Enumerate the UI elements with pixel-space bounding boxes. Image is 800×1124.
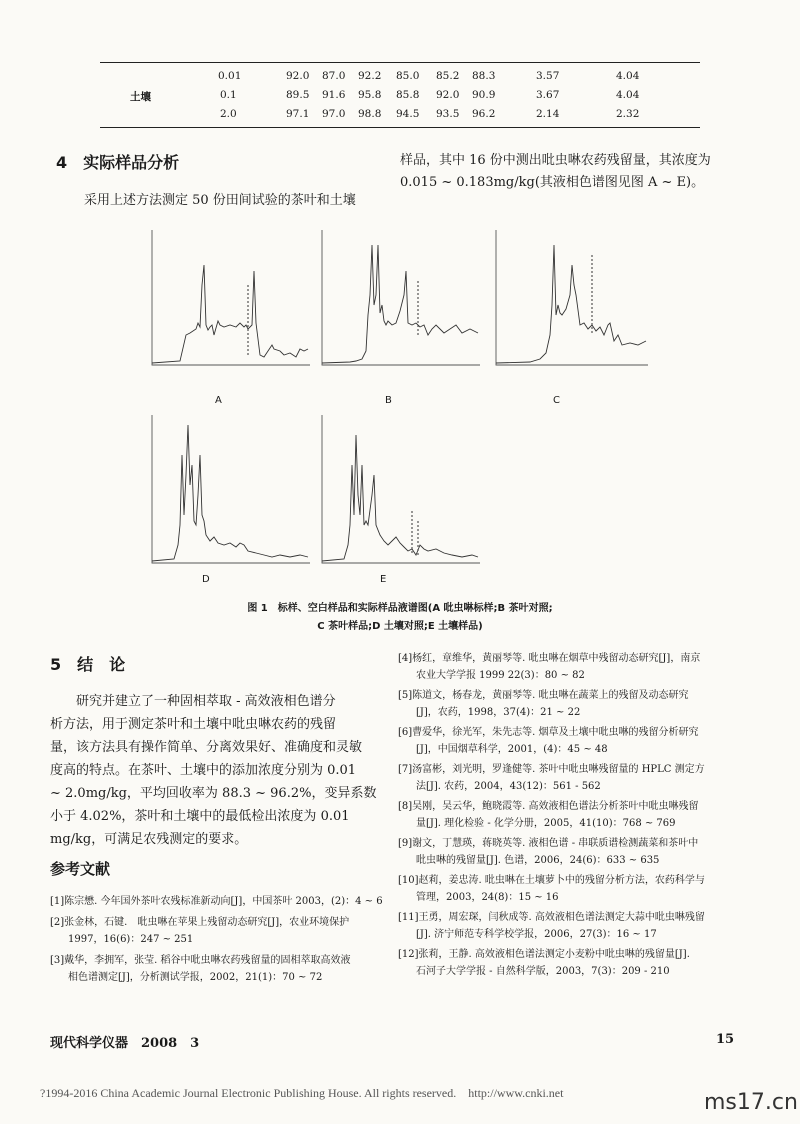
chromatogram-figure [140, 225, 650, 595]
figure-caption-line2: C 茶叶样品;D 土壤对照;E 土壤样品) [317, 621, 483, 632]
cell: 97.1 [286, 108, 310, 120]
references-left [50, 893, 395, 986]
section4-left-text: 采用上述方法测定 50 份田间试验的茶叶和土壤 [84, 193, 356, 208]
reference-item: [2]张金林，石键. 吡虫啉在苹果上残留动态研究[J]，农业环境保护 1997，16(6)：247 ~ 251 [50, 917, 350, 945]
reference-item: [9]谢文，丁慧瑛，蒋晓英等. 液相色谱 - 串联质谱检测蔬菜和茶叶中 吡虫啉的残留量[J]. 色谱，2006，24(6)：633 ~ 635 [398, 838, 699, 866]
section5-line: 小于 4.02%，茶叶和土壤中的最低检出浓度为 0.01 [50, 809, 350, 824]
reference-item: [12]张莉，王静. 高效液相色谱法测定小麦粉中吡虫啉的残留量[J]. 石河子大学学报 - 自然科学版，2003，7(3)：209 - 210 [398, 949, 690, 977]
table-top-rule [100, 62, 700, 63]
chromatogram-c [496, 230, 648, 365]
section5-line: 量，该方法具有操作简单、分离效果好、准确度和灵敏 [50, 740, 363, 755]
section5-line: mg/kg，可满足农残测定的要求。 [50, 832, 248, 847]
chromatogram-e [322, 415, 480, 563]
group-label: 土壤 [130, 91, 151, 103]
journal-footer: 现代科学仪器 2008 3 [50, 1036, 200, 1051]
reference-item: [7]汤富彬，刘光明，罗逢健等. 茶叶中吡虫啉残留量的 HPLC 测定方 法[J]. 农药，2004，43(12)：561 - 562 [398, 764, 705, 792]
reference-item: [5]陈道文，杨春龙，黄丽琴等. 吡虫啉在蔬菜上的残留及动态研究 [J]，农药，1998，37(4)：21 ~ 22 [398, 690, 689, 718]
cell: 95.8 [358, 89, 382, 101]
section5-line: 析方法，用于测定茶叶和土壤中吡虫啉农药的残留 [50, 717, 337, 732]
cell: 0.01 [218, 70, 242, 82]
cell: 88.3 [472, 70, 496, 82]
figure-label-e: E [380, 574, 387, 585]
chromatogram-a [152, 230, 310, 365]
cell: 98.8 [358, 108, 382, 120]
section5-line: 度高的特点。在茶叶、土壤中的添加浓度分别为 0.01 [50, 763, 357, 778]
cell: 85.2 [436, 70, 460, 82]
references-heading: 参考文献 [50, 860, 111, 878]
cell: 97.0 [322, 108, 346, 120]
reference-item: [11]王勇，周宏琛，闫秋成等. 高效液相色谱法测定大蒜中吡虫啉残留 [J]. 济宁师范专科学校学报，2006，27(3)：16 ~ 17 [398, 912, 705, 940]
figure-label-a: A [215, 395, 222, 406]
cell: 92.0 [286, 70, 310, 82]
page-number: 15 [716, 1032, 735, 1047]
copyright-line: ?1994-2016 China Academic Journal Electronic Publishing House. All rights reserved. http://www.cnki.net [40, 1086, 564, 1100]
figure-caption-line1: 图 1 标样、空白样品和实际样品液谱图(A 吡虫啉标样;B 茶叶对照; [247, 603, 553, 614]
cell: 4.04 [616, 89, 640, 101]
table-bottom-rule [100, 127, 700, 128]
cell: 92.0 [436, 89, 460, 101]
references-right [398, 650, 758, 980]
cell: 96.2 [472, 108, 496, 120]
section5-line: ~ 2.0mg/kg，平均回收率为 88.3 ~ 96.2%，变异系数 [50, 786, 377, 801]
reference-item: [3]戴华，李拥军，张莹. 稻谷中吡虫啉农药残留量的固相萃取高效液 相色谱测定[J]，分析测试学报，2002，21(1)：70 ~ 72 [50, 955, 351, 983]
cell: 90.9 [472, 89, 496, 101]
data-table [100, 70, 700, 126]
reference-item: [10]赵莉，姜忠涛. 吡虫啉在土壤萝卜中的残留分析方法，农药科学与 管理，2003，24(8)：15 ~ 16 [398, 875, 705, 903]
cell: 3.67 [536, 89, 560, 101]
figure-label-d: D [202, 574, 210, 585]
cell: 91.6 [322, 89, 346, 101]
reference-item: [6]曹爱华，徐光军，朱先志等. 烟草及土壤中吡虫啉的残留分析研究 [J]，中国烟草科学，2001，(4)：45 ~ 48 [398, 727, 699, 755]
cell: 85.8 [396, 89, 420, 101]
table-row [100, 108, 700, 128]
cell: 94.5 [396, 108, 420, 120]
cell: 2.32 [616, 108, 640, 120]
section4-heading: 4 实际样品分析 [56, 153, 180, 172]
section5-body [50, 690, 390, 851]
cell: 0.1 [220, 89, 237, 101]
section4-right-line2: 0.015 ~ 0.183mg/kg(其液相色谱图见图 A ~ E)。 [400, 175, 705, 190]
cell: 85.0 [396, 70, 420, 82]
figure-label-b: B [385, 395, 392, 406]
chromatogram-b [322, 230, 480, 365]
section5-line: 研究并建立了一种固相萃取 - 高效液相色谱分 [76, 694, 336, 709]
cell: 2.0 [220, 108, 237, 120]
section5-heading: 5 结 论 [50, 655, 126, 674]
reference-item: [8]吴刚，吴云华，鲍晓霞等. 高效液相色谱法分析茶叶中吡虫啉残留 量[J]. 理化检验 - 化学分册，2005，41(10)：768 ~ 769 [398, 801, 699, 829]
cell: 93.5 [436, 108, 460, 120]
cell: 2.14 [536, 108, 560, 120]
table-row [100, 89, 700, 109]
reference-item: [4]杨红，章维华，黄丽琴等. 吡虫啉在烟草中残留动态研究[J]，南京 农业大学学报 1999 22(3)：80 ~ 82 [398, 653, 701, 681]
section4-right-line1: 样品，其中 16 份中测出吡虫啉农药残留量，其浓度为 [400, 153, 711, 168]
figure-label-c: C [553, 395, 560, 406]
cell: 89.5 [286, 89, 310, 101]
cell: 4.04 [616, 70, 640, 82]
watermark: ms17.cn [704, 1090, 798, 1115]
cell: 87.0 [322, 70, 346, 82]
table-row [100, 70, 700, 90]
cell: 3.57 [536, 70, 560, 82]
chromatogram-d [152, 415, 310, 563]
cell: 92.2 [358, 70, 382, 82]
reference-item: [1]陈宗懋. 今年国外茶叶农残标准新动向[J]，中国茶叶 2003，(2)：4 ~ 6 [50, 896, 383, 907]
